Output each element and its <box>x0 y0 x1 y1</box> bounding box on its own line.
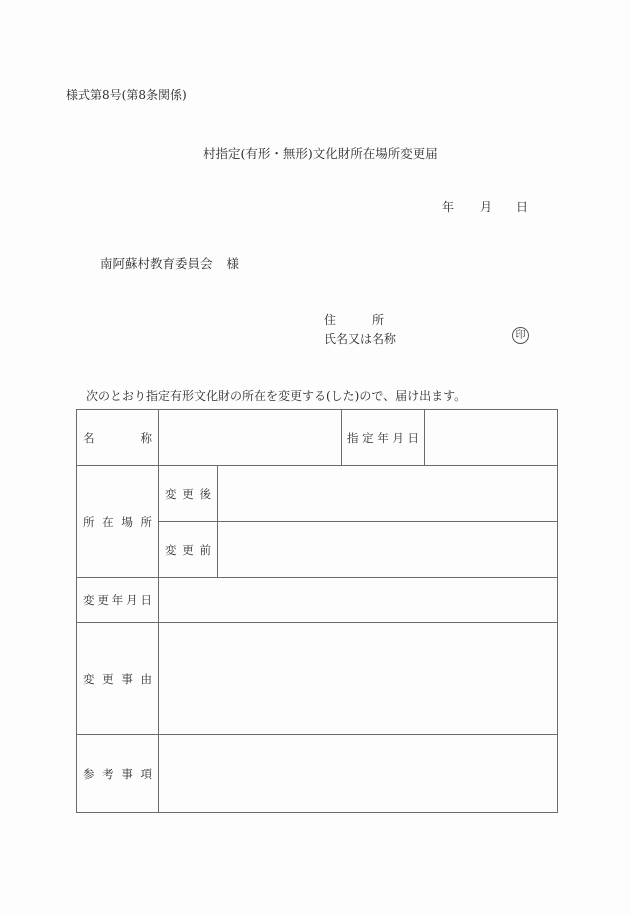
location-label: 所 在 場 所 <box>77 466 159 578</box>
before-change-label: 変 更 前 <box>159 522 218 578</box>
submission-date <box>442 198 528 215</box>
after-change-label: 変 更 後 <box>159 466 218 522</box>
notes-field[interactable] <box>159 735 558 813</box>
name-label: 名 称 <box>77 410 159 466</box>
table-row-notes <box>77 735 558 813</box>
notes-label: 参 考 事 項 <box>77 735 159 813</box>
form-number: 様式第8号(第8条関係) <box>66 88 187 102</box>
name-field[interactable] <box>159 410 342 466</box>
table-row-location-after <box>77 466 558 522</box>
addressee <box>100 254 239 272</box>
reason-field[interactable] <box>159 623 558 735</box>
table-row-name <box>77 410 558 466</box>
designation-date-field[interactable] <box>425 410 558 466</box>
table-row-reason <box>77 623 558 735</box>
change-date-label: 変 更 年 月 日 <box>77 578 159 623</box>
designation-date-label: 指 定 年 月 日 <box>342 410 425 466</box>
change-date-field[interactable] <box>159 578 558 623</box>
date-month-label: 月 <box>480 200 493 214</box>
seal-icon: 印 <box>512 327 529 344</box>
date-day-label: 日 <box>516 200 529 214</box>
applicant-name-label: 氏名又は名称 <box>324 332 397 346</box>
form-title: 村指定(有形・無形)文化財所在場所変更届 <box>203 146 438 161</box>
honorific: 様 <box>226 256 240 271</box>
form-table <box>76 409 558 813</box>
addressee-name: 南阿蘇村教育委員会 <box>100 256 213 271</box>
before-change-field[interactable] <box>218 522 558 578</box>
date-year-label: 年 <box>442 200 455 214</box>
intro-text: 次のとおり指定有形文化財の所在を変更する(した)ので、届け出ます。 <box>86 389 467 403</box>
applicant-address-label: 住 所 <box>324 313 385 327</box>
reason-label: 変 更 事 由 <box>77 623 159 735</box>
after-change-field[interactable] <box>218 466 558 522</box>
table-row-change-date <box>77 578 558 623</box>
